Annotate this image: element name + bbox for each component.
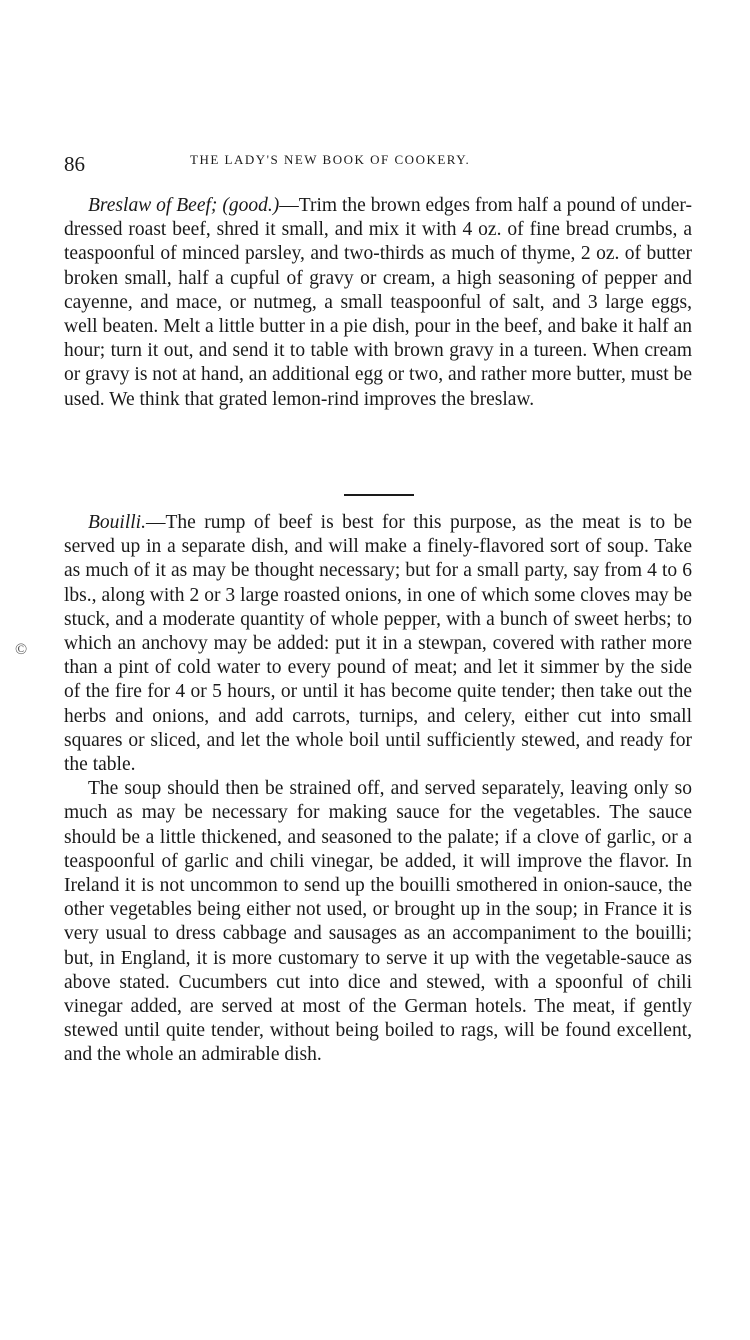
recipe-bouilli xyxy=(64,511,692,1068)
margin-mark: © xyxy=(15,641,28,658)
section-divider xyxy=(344,494,414,496)
recipe-title: Bouilli. xyxy=(88,512,146,533)
recipe-body: —Trim the brown edges from half a pound of under-dressed roast beef, shred it small, and mix it with 4 oz. of fine bread crumbs, a teaspoonful of minced parsley, and two-thirds as much of thyme, 2 oz. of butter broken small, half a cupful of gravy or cream, a high seasoning of pepper and cayenne, and mace, or nutmeg, a small teaspoonful of salt, and 3 large eggs, well beaten. Melt a little butter in a pie dish, pour in the beef, and bake it half an hour; turn it out, and send it to table with brown gravy in a tureen. When cream or gravy is not at hand, an additional egg or two, and rather more butter, must be used. We think that grated lemon-rind improves the breslaw. xyxy=(64,195,692,410)
recipe-paragraph xyxy=(64,511,692,777)
recipe-paragraph: The soup should then be strained off, and served separately, leaving only so much as may be necessary for making sauce for the vegetables. The sauce should be a little thickened, and seasoned to the palate; if a clove of garlic, or a teaspoonful of garlic and chili vinegar, be added, it will improve the flavor. In Ireland it is not uncommon to send up the bouilli smothered in onion-sauce, the other vegetables being either not used, or brought up in the soup; in France it is very usual to dress cabbage and sausages as an accompaniment to the bouilli; but, in England, it is more customary to serve it up with the vegetable-sauce as above stated. Cucumbers cut into dice and stewed, with a spoonful of chili vinegar added, are served at most of the German hotels. The meat, if gently stewed until quite tender, without being boiled to rags, will be found excellent, and the whole an admirable dish. xyxy=(64,778,692,1066)
recipe-paragraph xyxy=(64,194,692,412)
recipe-breslaw-of-beef xyxy=(64,194,692,412)
recipe-title: Breslaw of Beef; (good.) xyxy=(88,195,280,216)
recipe-body: —The rump of beef is best for this purpose, as the meat is to be served up in a separate dish, and will make a finely-flavored sort of soup. Take as much of it as may be thought necessary; but for a small party, say from 4 to 6 lbs., along with 2 or 3 large roasted onions, in one of which some cloves may be stuck, and a moderate quantity of whole pepper, with a bunch of sweet herbs; to which an anchovy may be added: put it in a stewpan, covered with rather more than a pint of cold water to every pound of meat; and let it simmer by the side of the fire for 4 or 5 hours, or until it has become quite tender; then take out the herbs and onions, and add carrots, turnips, and celery, either cut into small squares or sliced, and let the whole boil until sufficiently stewed, and ready for the table. xyxy=(64,512,692,776)
running-head: THE LADY'S NEW BOOK OF COOKERY. xyxy=(190,152,471,167)
page-number: 86 xyxy=(64,152,85,176)
